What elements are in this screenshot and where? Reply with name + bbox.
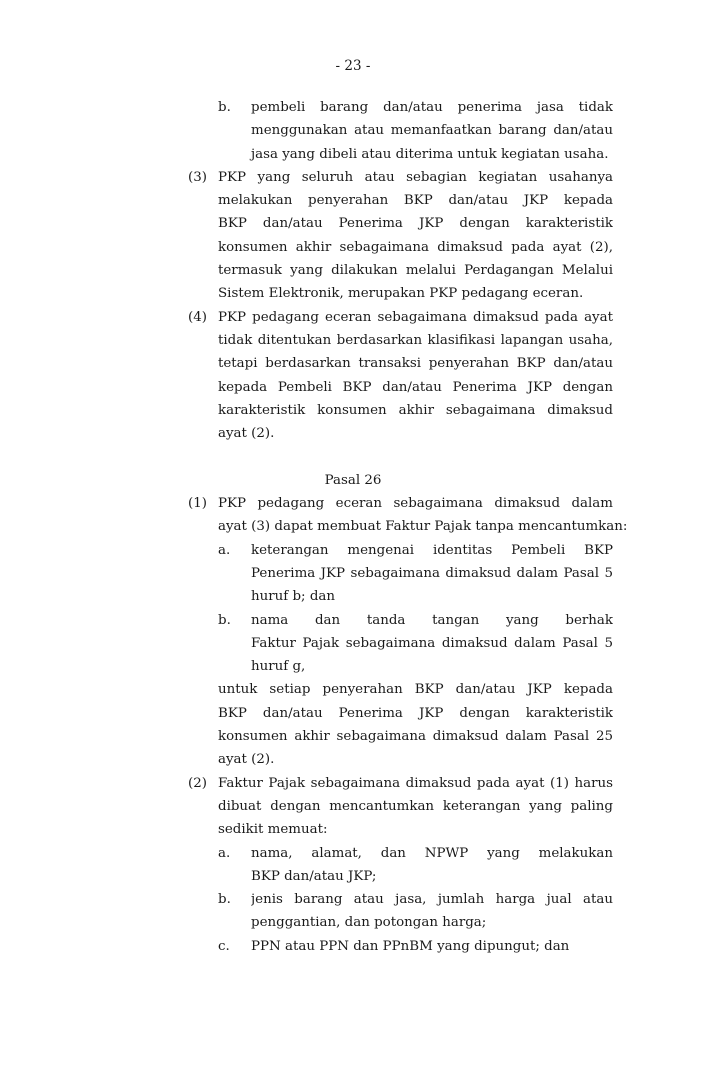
item-text: jenis barang atau jasa, jumlah harga jual atau — [251, 892, 613, 908]
item-text: huruf b; dan — [251, 589, 336, 605]
paragraph-line — [0, 935, 706, 958]
item-text: tetapi berdasarkan transaksi penyerahan BKP dan/atau — [218, 356, 613, 372]
paragraph-line — [0, 795, 706, 818]
item-label: b. — [218, 892, 231, 908]
item-label: c. — [218, 938, 230, 954]
item-text: ayat (2). — [218, 426, 275, 442]
item-text: keterangan mengenai identitas Pembeli BKP — [251, 542, 613, 558]
paragraph-line — [0, 888, 706, 911]
section-heading-row — [0, 469, 706, 492]
item-text: konsumen akhir sebagaimana dimaksud dalam Pasal 25 — [218, 729, 613, 745]
paragraph-line — [0, 585, 706, 608]
page-number: - 23 - — [335, 58, 371, 74]
paragraph-line — [0, 818, 706, 841]
item-text: pembeli barang dan/atau penerima jasa tidak — [251, 100, 613, 115]
paragraph-line — [0, 166, 706, 189]
item-text: nama, alamat, dan NPWP yang melakukan — [251, 845, 613, 861]
item-text: sedikit memuat: — [218, 822, 328, 838]
item-label: (4) — [188, 309, 207, 325]
item-label: a. — [218, 845, 231, 861]
item-text: karakteristik konsumen akhir sebagaimana dimaksud — [218, 402, 613, 418]
item-text: ayat (2). — [218, 752, 275, 768]
item-text: menggunakan atau memanfaatkan barang dan/atau — [251, 123, 613, 139]
item-text: tidak ditentukan berdasarkan klasifikasi lapangan usaha, — [218, 332, 613, 348]
paragraph-line — [0, 119, 706, 142]
document-body — [0, 96, 706, 958]
paragraph-line — [0, 143, 706, 166]
paragraph-line — [0, 655, 706, 678]
item-text: ayat (3) dapat membuat Faktur Pajak tanpa mencantumkan: — [218, 519, 628, 535]
item-text: penggantian, dan potongan harga; — [251, 915, 487, 931]
paragraph-line — [0, 772, 706, 795]
item-text: konsumen akhir sebagaimana dimaksud pada ayat (2), — [218, 239, 613, 255]
item-text: termasuk yang dilakukan melalui Perdagangan Melalui — [218, 263, 613, 279]
paragraph-line — [0, 189, 706, 212]
item-text: Penerima JKP sebagaimana dimaksud dalam Pasal 5 — [251, 565, 613, 581]
item-label: (3) — [188, 169, 207, 185]
paragraph-line — [0, 422, 706, 445]
item-text: BKP dan/atau JKP; — [251, 868, 377, 884]
item-label: b. — [218, 612, 231, 628]
paragraph-line — [0, 678, 706, 701]
item-label: (1) — [188, 496, 207, 512]
paragraph-line — [0, 539, 706, 562]
blank-line — [0, 445, 706, 468]
item-text: Faktur Pajak sebagaimana dimaksud dalam Pasal 5 — [251, 635, 613, 651]
paragraph-line — [0, 306, 706, 329]
item-text: PPN atau PPN dan PPnBM yang dipungut; dan — [251, 938, 570, 954]
item-text: nama dan tanda tangan yang berhak — [251, 612, 613, 628]
paragraph-line — [0, 282, 706, 305]
paragraph-line — [0, 562, 706, 585]
paragraph-line — [0, 842, 706, 865]
section-heading: Pasal 26 — [324, 472, 382, 488]
paragraph-line — [0, 609, 706, 632]
item-text: PKP yang seluruh atau sebagian kegiatan usahanya — [218, 169, 613, 185]
item-text: huruf g, — [251, 659, 306, 675]
item-text: dibuat dengan mencantumkan keterangan yang paling — [218, 798, 613, 814]
paragraph-line — [0, 96, 706, 119]
paragraph-line — [0, 259, 706, 282]
item-text: melakukan penyerahan BKP dan/atau JKP kepada — [218, 193, 613, 209]
paragraph-line — [0, 748, 706, 771]
paragraph-line — [0, 352, 706, 375]
item-label: (2) — [188, 775, 207, 791]
item-label: b. — [218, 100, 231, 115]
item-text: jasa yang dibeli atau diterima untuk kegiatan usaha. — [251, 146, 609, 162]
paragraph-line — [0, 492, 706, 515]
item-text: BKP dan/atau Penerima JKP dengan karakteristik — [218, 705, 613, 721]
paragraph-line — [0, 236, 706, 259]
item-text: Sistem Elektronik, merupakan PKP pedagang eceran. — [218, 286, 584, 302]
paragraph-line — [0, 725, 706, 748]
paragraph-line — [0, 911, 706, 934]
paragraph-line — [0, 376, 706, 399]
paragraph-line — [0, 212, 706, 235]
paragraph-line — [0, 515, 706, 538]
paragraph-line — [0, 702, 706, 725]
paragraph-line — [0, 865, 706, 888]
item-text: PKP pedagang eceran sebagaimana dimaksud pada ayat — [218, 309, 613, 325]
item-text: BKP dan/atau Penerima JKP dengan karakteristik — [218, 216, 613, 232]
paragraph-line — [0, 632, 706, 655]
item-text: kepada Pembeli BKP dan/atau Penerima JKP dengan — [218, 379, 613, 395]
item-text: Faktur Pajak sebagaimana dimaksud pada ayat (1) harus — [218, 775, 613, 791]
item-text: untuk setiap penyerahan BKP dan/atau JKP kepada — [218, 682, 613, 698]
paragraph-line — [0, 329, 706, 352]
item-text: PKP pedagang eceran sebagaimana dimaksud dalam — [218, 496, 613, 512]
paragraph-line — [0, 399, 706, 422]
item-label: a. — [218, 542, 231, 558]
